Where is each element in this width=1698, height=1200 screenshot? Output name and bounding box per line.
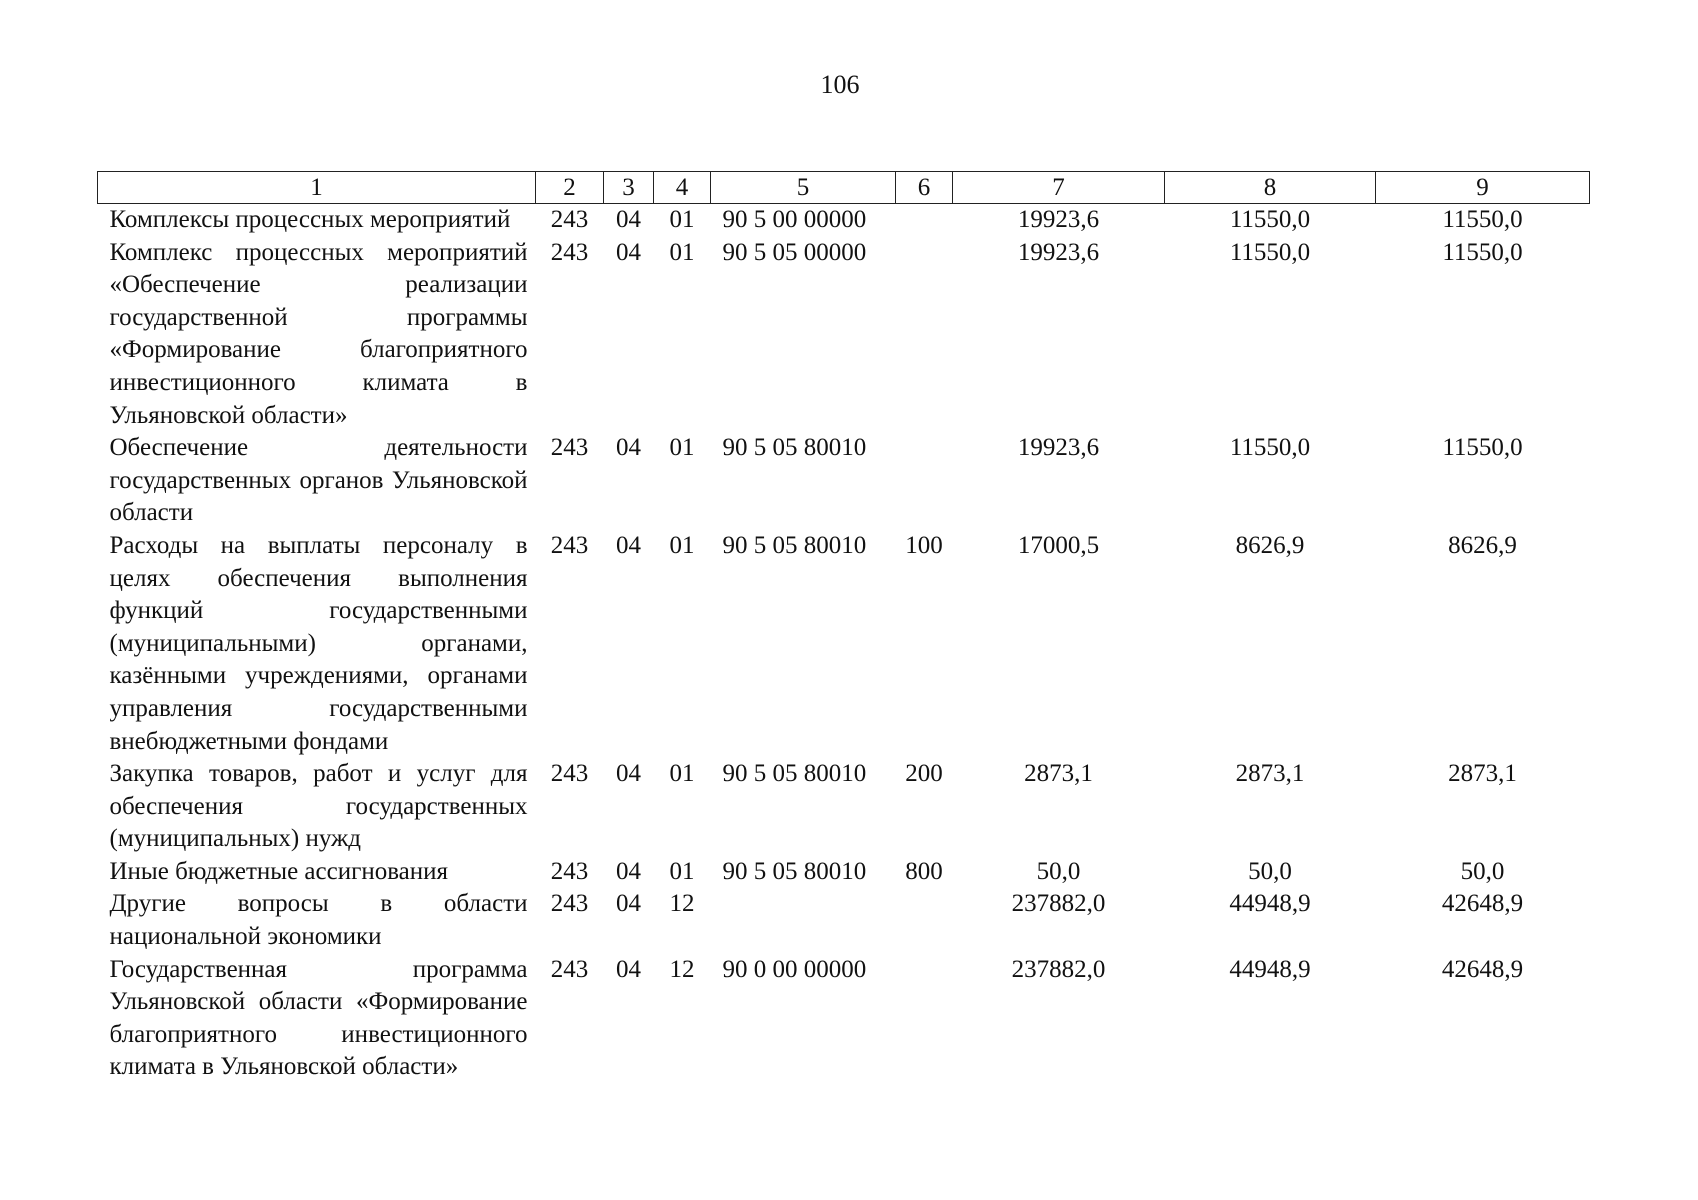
amount-col9: 11550,0 (1442, 238, 1523, 266)
row-name: Обеспечение деятельности государственных органов Ульяновской области (109, 434, 528, 527)
expense-type-code: 200 (905, 760, 943, 788)
amount-col7: 237882,0 (1011, 955, 1106, 983)
subsection-code: 01 (669, 206, 695, 233)
column-header: 5 (711, 172, 896, 204)
ministry-code: 243 (550, 238, 589, 266)
amount-col8: 11550,0 (1229, 206, 1311, 233)
column-header: 6 (896, 172, 953, 204)
amount-col8: 8626,9 (1235, 531, 1305, 559)
section-code: 04 (616, 206, 641, 233)
subsection-code: 01 (669, 238, 695, 266)
column-header: 7 (953, 172, 1165, 204)
target-article-code: 90 0 00 00000 (722, 955, 867, 983)
row-name: Расходы на выплаты персоналу в целях обеспечения выполнения функций государственными (муниципальными) органами, казёнными учреждениями, органами управления государственными внебюджетными фондами (109, 531, 528, 755)
ministry-code: 243 (550, 531, 589, 559)
column-header: 4 (654, 172, 711, 204)
target-article-code: 90 5 05 00000 (722, 238, 867, 266)
subsection-code: 01 (669, 857, 695, 885)
expense-type-code: 800 (905, 857, 943, 885)
expense-type-code (896, 432, 953, 530)
target-article-code: 90 5 05 80010 (722, 531, 867, 559)
table-row (98, 432, 1590, 530)
row-name: Государственная программа Ульяновской области «Формирование благоприятного инвестиционного климата в Ульяновской области» (109, 955, 528, 1081)
table-row (98, 530, 1590, 758)
table-row (98, 954, 1590, 1084)
ministry-code: 243 (550, 955, 589, 983)
amount-col7: 19923,6 (1017, 238, 1100, 266)
amount-col9: 42648,9 (1441, 890, 1524, 918)
column-header: 3 (604, 172, 654, 204)
subsection-code: 01 (669, 434, 695, 462)
table-row (98, 204, 1590, 237)
amount-col9: 11550,0 (1442, 434, 1523, 462)
section-code: 04 (616, 238, 641, 266)
amount-col9: 2873,1 (1448, 760, 1517, 788)
amount-col8: 44948,9 (1229, 890, 1311, 918)
target-article-code: 90 5 05 80010 (722, 857, 867, 885)
column-header: 8 (1165, 172, 1376, 204)
expense-type-code: 100 (905, 531, 943, 559)
section-code: 04 (616, 531, 641, 559)
row-name: Иные бюджетные ассигнования (109, 857, 449, 885)
expense-type-code (896, 204, 953, 237)
amount-col7: 17000,5 (1017, 531, 1100, 559)
subsection-code: 01 (669, 760, 695, 788)
amount-col9: 50,0 (1460, 857, 1505, 885)
amount-col8: 44948,9 (1229, 955, 1311, 983)
ministry-code: 243 (550, 890, 589, 918)
subsection-code: 01 (669, 531, 695, 559)
table-row (98, 758, 1590, 856)
table-row (98, 856, 1590, 889)
amount-col7: 19923,6 (1017, 206, 1100, 233)
amount-col7: 50,0 (1036, 857, 1081, 885)
table-row (98, 237, 1590, 433)
row-name: Комплекс процессных мероприятий «Обеспечение реализации государственной программы «Формирование благоприятного инвестиционного климата в Ульяновской области» (109, 238, 528, 429)
amount-col9: 42648,9 (1441, 955, 1524, 983)
ministry-code: 243 (550, 857, 589, 885)
target-article-code: 90 5 00 00000 (722, 206, 867, 233)
column-header: 1 (98, 172, 536, 204)
amount-col8: 11550,0 (1229, 238, 1311, 266)
section-code: 04 (616, 857, 641, 885)
budget-table (97, 171, 1590, 1084)
table-header-row (98, 172, 1590, 204)
subsection-code: 12 (669, 955, 695, 983)
amount-col7: 19923,6 (1017, 434, 1100, 462)
page-number: 106 (820, 70, 860, 99)
table-row (98, 888, 1590, 953)
section-code: 04 (616, 890, 641, 918)
expense-type-code (896, 237, 953, 433)
section-code: 04 (616, 760, 641, 788)
amount-col9: 8626,9 (1448, 531, 1517, 559)
expense-type-code (896, 888, 953, 953)
subsection-code: 12 (669, 890, 695, 918)
target-article-code: 90 5 05 80010 (722, 434, 867, 462)
expense-type-code (896, 954, 953, 1084)
section-code: 04 (616, 955, 641, 983)
column-header: 9 (1376, 172, 1590, 204)
amount-col8: 2873,1 (1235, 760, 1305, 788)
row-name: Комплексы процессных мероприятий (109, 206, 511, 233)
amount-col9: 11550,0 (1442, 206, 1523, 233)
ministry-code: 243 (550, 760, 589, 788)
row-name: Закупка товаров, работ и услуг для обеспечения государственных (муниципальных) нужд (109, 760, 528, 853)
ministry-code: 243 (550, 206, 589, 233)
amount-col7: 2873,1 (1024, 760, 1093, 788)
row-name: Другие вопросы в области национальной экономики (109, 890, 528, 951)
section-code: 04 (616, 434, 641, 462)
amount-col8: 11550,0 (1229, 434, 1311, 462)
ministry-code: 243 (550, 434, 589, 462)
amount-col8: 50,0 (1248, 857, 1292, 885)
target-article-code: 90 5 05 80010 (722, 760, 867, 788)
target-article-code (711, 888, 896, 953)
column-header: 2 (536, 172, 604, 204)
amount-col7: 237882,0 (1011, 890, 1106, 918)
